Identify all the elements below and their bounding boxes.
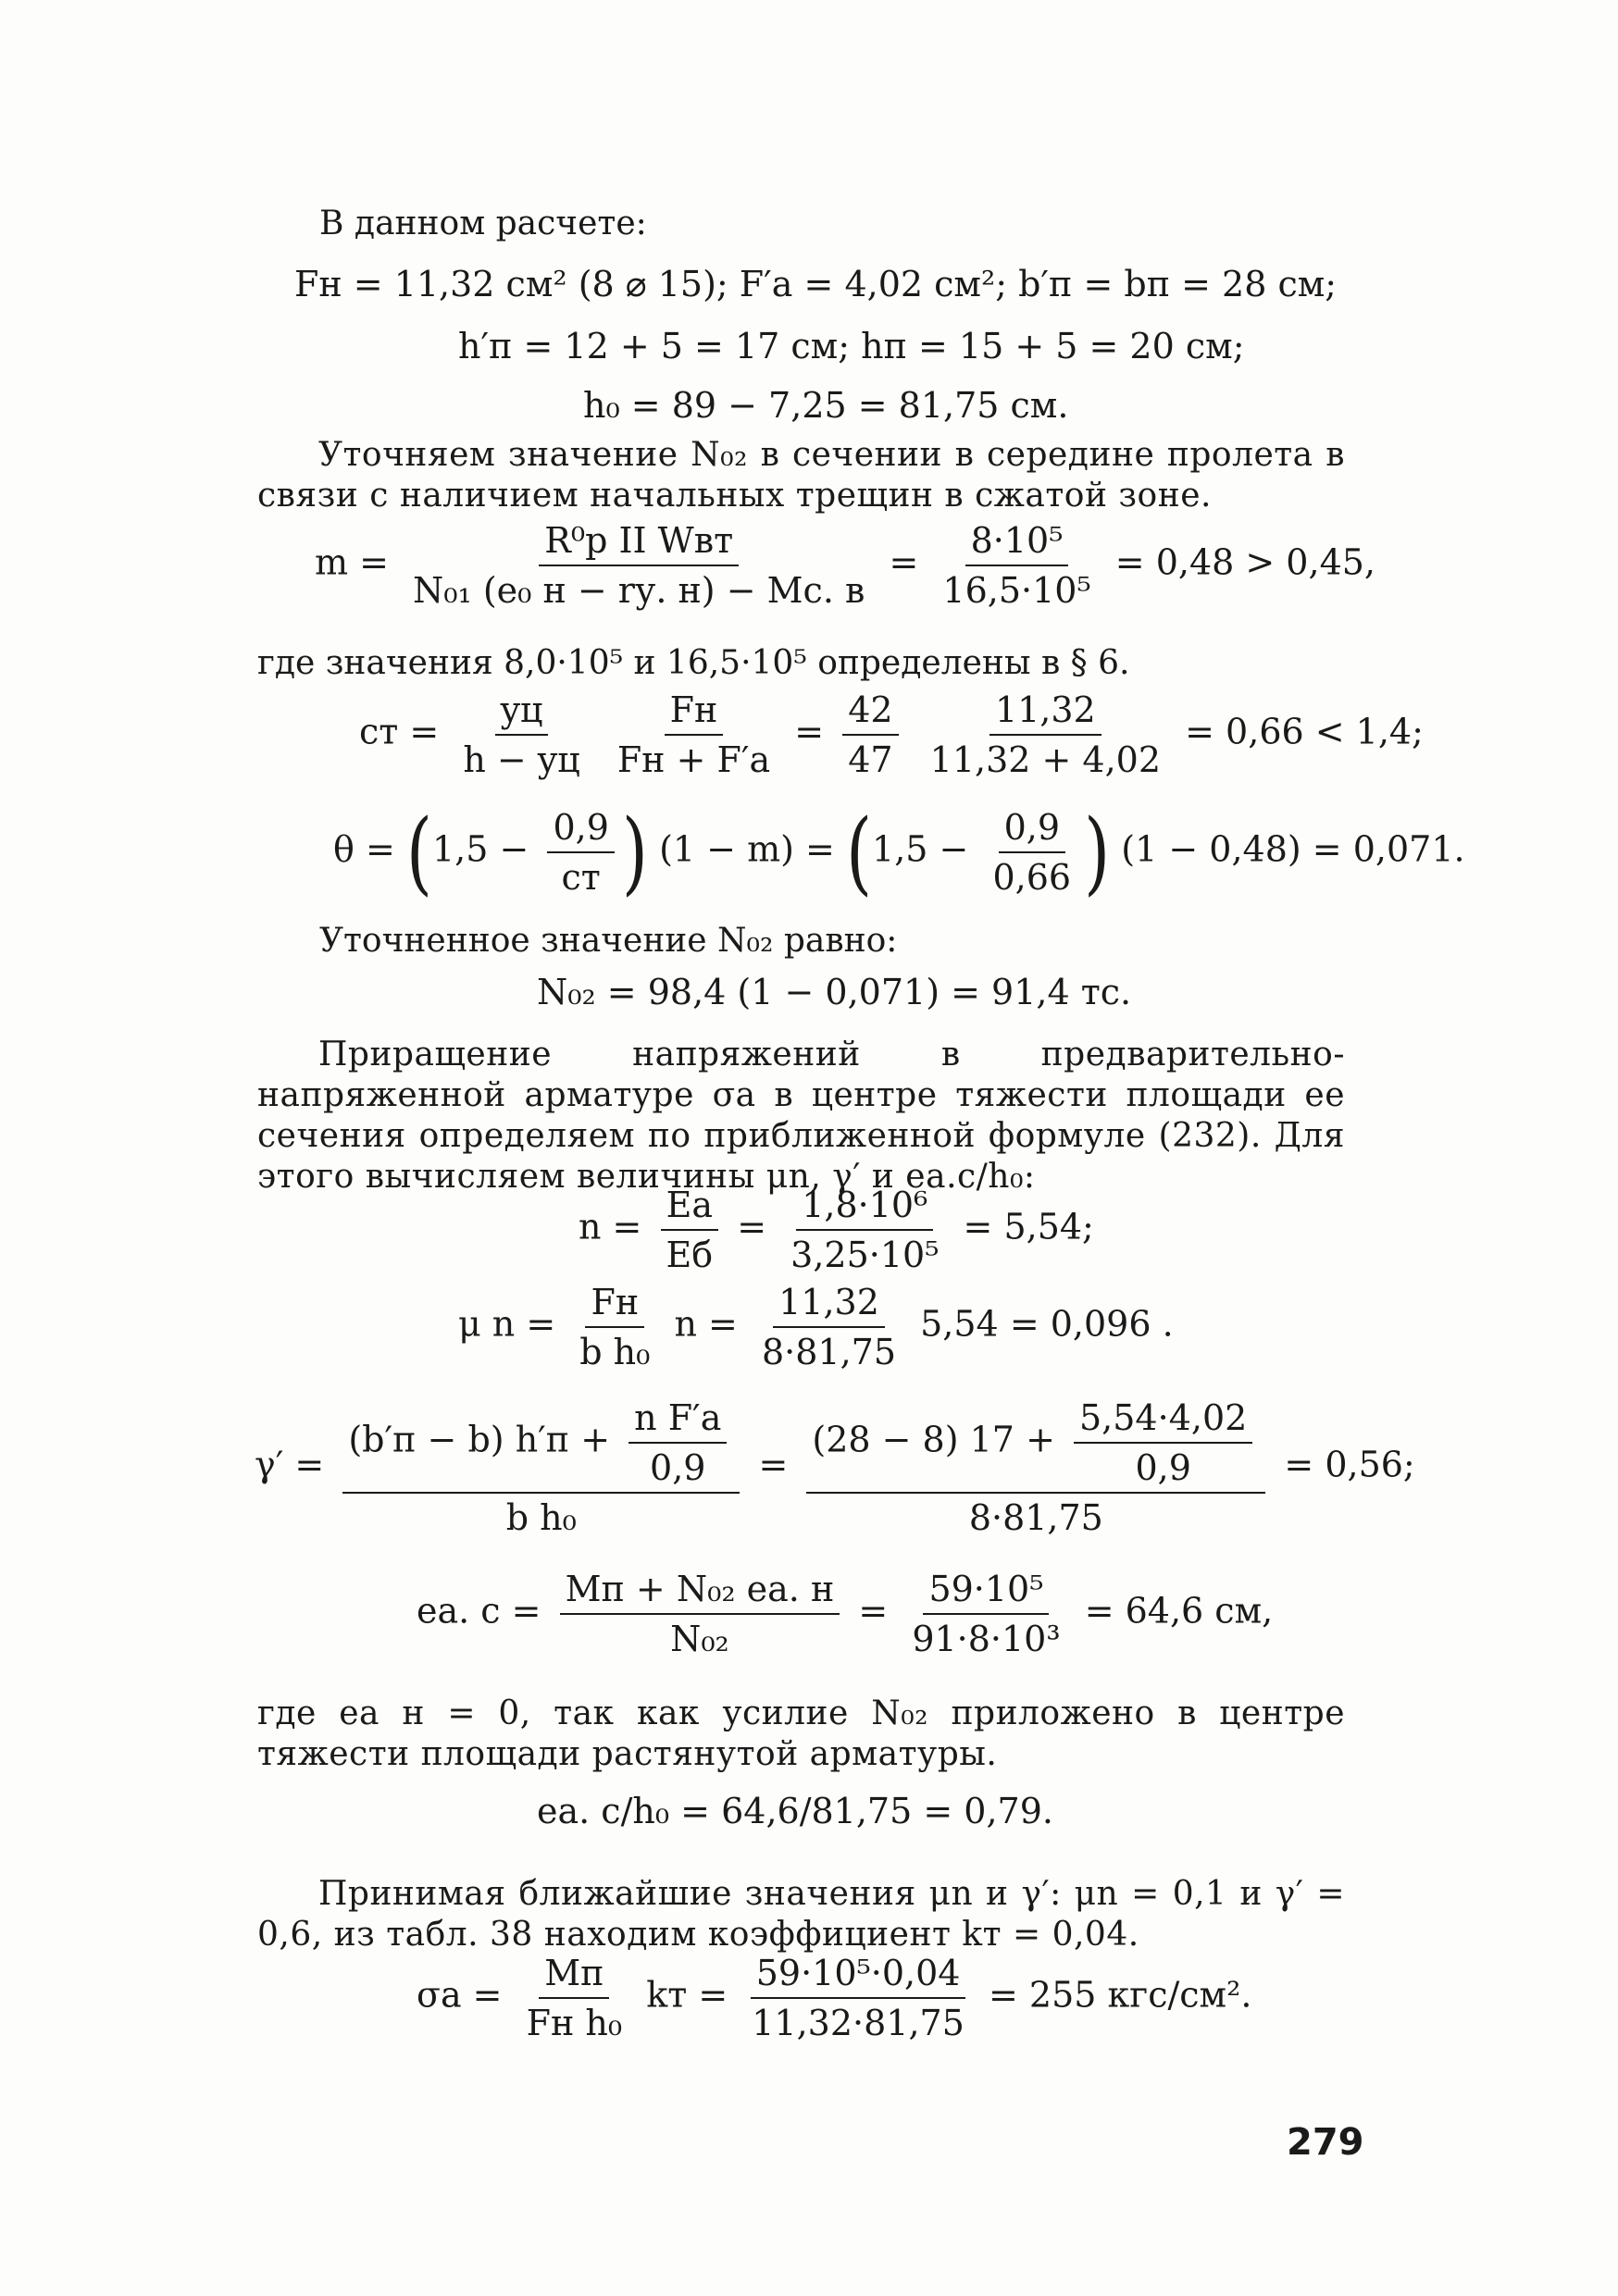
- intro-text: В данном расчете:: [319, 205, 647, 242]
- eq-ct-f1-denominator: h − yц: [463, 739, 580, 780]
- eq-mun-lhs: μ n =: [458, 1303, 556, 1345]
- eq-sigma-result: = 255 кгс/см².: [989, 1974, 1252, 2016]
- right-paren: ): [1084, 800, 1111, 905]
- eq-ct-lhs: cт =: [359, 711, 440, 752]
- eq-gamma-num-a-fnum: n F′а: [629, 1397, 727, 1444]
- eq-ct-f3-numerator: 42: [842, 689, 898, 736]
- eq-n-fraction-1: [661, 1185, 719, 1275]
- eq-ct-f2-numerator: Fн: [665, 689, 724, 736]
- paragraph-where-ea: где eа н = 0, так как усилие N₀₂ приложено в центре тяжести площади растянутой арматуры.: [257, 1694, 1345, 1773]
- equation-mu-n: [458, 1282, 1174, 1372]
- eq-gamma-lhs: γ′ =: [255, 1444, 325, 1485]
- eq-eac-numerator-2: 59·10⁵: [923, 1569, 1049, 1615]
- eq-sigma-fraction-1: [521, 1953, 628, 2043]
- eq-theta-a-numerator: 0,9: [547, 807, 614, 853]
- eq-gamma-num-b-fnum: 5,54·4,02: [1074, 1397, 1252, 1444]
- eq-eac-denominator: N₀₂: [670, 1619, 729, 1659]
- eq-n-fraction-2: [785, 1185, 944, 1275]
- eq-m-equals: =: [889, 541, 919, 583]
- eq-theta-a-denominator: cт: [561, 857, 601, 898]
- equation-n: [579, 1185, 1094, 1275]
- eq-m-denominator: N₀₁ (e₀ н − rу. н) − Mс. в: [413, 570, 865, 611]
- left-paren: (: [845, 800, 873, 905]
- eq-gamma-fraction-a: [342, 1397, 740, 1538]
- eq-gamma-num-b-fraction: [1074, 1397, 1252, 1488]
- eq-theta-result: (1 − 0,48) = 0,071.: [1121, 828, 1465, 870]
- eq-eac-result: = 64,6 см,: [1084, 1590, 1274, 1632]
- eq-gamma-num-a-fraction: [629, 1397, 727, 1488]
- eq-ct-f2-denominator: Fн + F′а: [616, 739, 771, 780]
- eq-gamma-denominator-b: 8·81,75: [968, 1497, 1103, 1538]
- paragraph-refine: Уточняем значение N₀₂ в сечении в середине пролета в связи с наличием начальных трещин в сжатой зоне.: [257, 436, 1345, 515]
- eq-ct-fraction-1: [457, 689, 585, 780]
- eq-m-numerator: R⁰р II Wвт: [539, 520, 739, 566]
- eq-eac-numerator: Mп + N₀₂ eа. н: [560, 1569, 840, 1615]
- eq-theta-fraction-b: [987, 807, 1077, 898]
- eq-sigma-numerator: Mп: [539, 1953, 609, 1999]
- eq-m-denominator-2: 16,5·10⁵: [942, 570, 1091, 611]
- eq-mun-mid: n =: [674, 1303, 738, 1345]
- eq-eac-lhs: eа. с =: [417, 1590, 541, 1632]
- eq-m-fraction-2: [937, 520, 1096, 611]
- eq-theta-fraction-a: [547, 807, 614, 898]
- equation-gamma: [255, 1397, 1415, 1538]
- eq-mun-fraction-2: [756, 1282, 902, 1372]
- eq-theta-b-numerator: 0,9: [999, 807, 1065, 853]
- equation-theta: [333, 800, 1465, 905]
- eq-mun-numerator-2: 11,32: [773, 1282, 885, 1328]
- eq-n-numerator-2: 1,8·10⁶: [796, 1185, 933, 1231]
- eq-sigma-mid: kт =: [646, 1974, 728, 2016]
- eq-mun-numerator: Fн: [585, 1282, 644, 1328]
- eq-gamma-numerator-b: [806, 1397, 1265, 1494]
- eq-gamma-numerator-a: [342, 1397, 740, 1494]
- eq-gamma-fraction-b: [806, 1397, 1265, 1538]
- eq-sigma-denominator-2: 11,32·81,75: [752, 2003, 965, 2043]
- eq-gamma-num-a-fden: 0,9: [650, 1447, 706, 1488]
- eq-m-lhs: m =: [315, 541, 389, 583]
- eq-n-result: = 5,54;: [963, 1206, 1094, 1247]
- eq-m-fraction-1: [407, 520, 870, 611]
- eq-theta-a-tail: (1 − m) =: [659, 828, 835, 870]
- given-line-3: h₀ = 89 − 7,25 = 81,75 см.: [583, 385, 1069, 426]
- eq-gamma-num-a-text: (b′п − b) h′п +: [348, 1419, 611, 1460]
- right-paren: ): [621, 800, 648, 905]
- eq-n-denominator-2: 3,25·10⁵: [790, 1235, 940, 1275]
- eq-m-result: = 0,48 > 0,45,: [1114, 541, 1375, 583]
- eq-theta-a: 1,5 −: [431, 828, 529, 870]
- eq-ct-fraction-2: [612, 689, 776, 780]
- eq-n-equals: =: [737, 1206, 767, 1247]
- eq-ct-equals: =: [794, 711, 825, 752]
- eq-theta-b: 1,5 −: [872, 828, 969, 870]
- left-paren: (: [405, 800, 432, 905]
- eq-eac-equals: =: [858, 1590, 889, 1632]
- eq-gamma-num-b-text: (28 − 8) 17 +: [812, 1419, 1055, 1460]
- eq-sigma-fraction-2: [746, 1953, 970, 2043]
- eq-ct-result: = 0,66 < 1,4;: [1185, 711, 1424, 752]
- eq-gamma-result: = 0,56;: [1284, 1444, 1415, 1485]
- eq-m-numerator-2: 8·10⁵: [965, 520, 1069, 566]
- where-values-text: где значения 8,0·10⁵ и 16,5·10⁵ определены в § 6.: [257, 644, 1130, 682]
- given-line-2: h′п = 12 + 5 = 17 см; hп = 15 + 5 = 20 см;: [458, 326, 1245, 366]
- equation-m: [315, 520, 1375, 611]
- eq-gamma-denominator-a: b h₀: [505, 1497, 577, 1538]
- equation-sigma: [417, 1953, 1251, 2043]
- eq-theta-b-denominator: 0,66: [992, 857, 1072, 898]
- paragraph-increment: Приращение напряжений в предварительно-напряженной арматуре σа в центре тяжести площади ее сечения определяем по приближенной формуле (232). Для этого вычисляем величины μn, γ′ и eа.с/h₀:: [257, 1036, 1345, 1196]
- eq-n-lhs: n =: [579, 1206, 642, 1247]
- eq-ct-fraction-3: [842, 689, 898, 780]
- eq-eac-fraction-2: [906, 1569, 1065, 1659]
- eq-ct-fraction-4: [925, 689, 1166, 780]
- eq-eac-fraction-1: [560, 1569, 840, 1659]
- eq-mun-denominator-2: 8·81,75: [761, 1332, 897, 1372]
- equation-ct: [359, 689, 1424, 780]
- eq-theta-lhs: θ =: [333, 828, 395, 870]
- eq-mun-result: 5,54 = 0,096 .: [920, 1303, 1174, 1345]
- page-number: 279: [1287, 2121, 1364, 2164]
- eq-ct-f1-numerator: yц: [495, 689, 549, 736]
- paragraph-taking: Принимая ближайшие значения μn и γ′: μn = 0,1 и γ′ = 0,6, из табл. 38 находим коэффициент kт = 0,04.: [257, 1875, 1345, 1954]
- eq-n-denominator: Eб: [666, 1235, 714, 1275]
- eq-gamma-num-b-fden: 0,9: [1135, 1447, 1191, 1488]
- eq-sigma-numerator-2: 59·10⁵·0,04: [751, 1953, 966, 1999]
- eq-sigma-denominator: Fн h₀: [526, 2003, 623, 2043]
- eq-ct-f3-denominator: 47: [848, 739, 893, 780]
- given-line-1: Fн = 11,32 см² (8 ⌀ 15); F′а = 4,02 см²; b′п = bп = 28 см;: [294, 264, 1338, 304]
- eq-sigma-lhs: σа =: [417, 1974, 503, 2016]
- eq-ct-f4-denominator: 11,32 + 4,02: [929, 739, 1162, 780]
- equation-eac: [417, 1569, 1273, 1659]
- eq-ct-f4-numerator: 11,32: [989, 689, 1101, 736]
- eq-n-numerator: Eа: [661, 1185, 718, 1231]
- eq-gamma-equals: =: [758, 1444, 789, 1485]
- eq-mun-denominator: b h₀: [579, 1332, 651, 1372]
- equation-n02: N₀₂ = 98,4 (1 − 0,071) = 91,4 тс.: [537, 972, 1132, 1012]
- eq-eac-denominator-2: 91·8·10³: [912, 1619, 1061, 1659]
- equation-ratio: eа. с/h₀ = 64,6/81,75 = 0,79.: [537, 1791, 1053, 1831]
- refined-label: Уточненное значение N₀₂ равно:: [319, 922, 898, 960]
- eq-mun-fraction-1: [574, 1282, 655, 1372]
